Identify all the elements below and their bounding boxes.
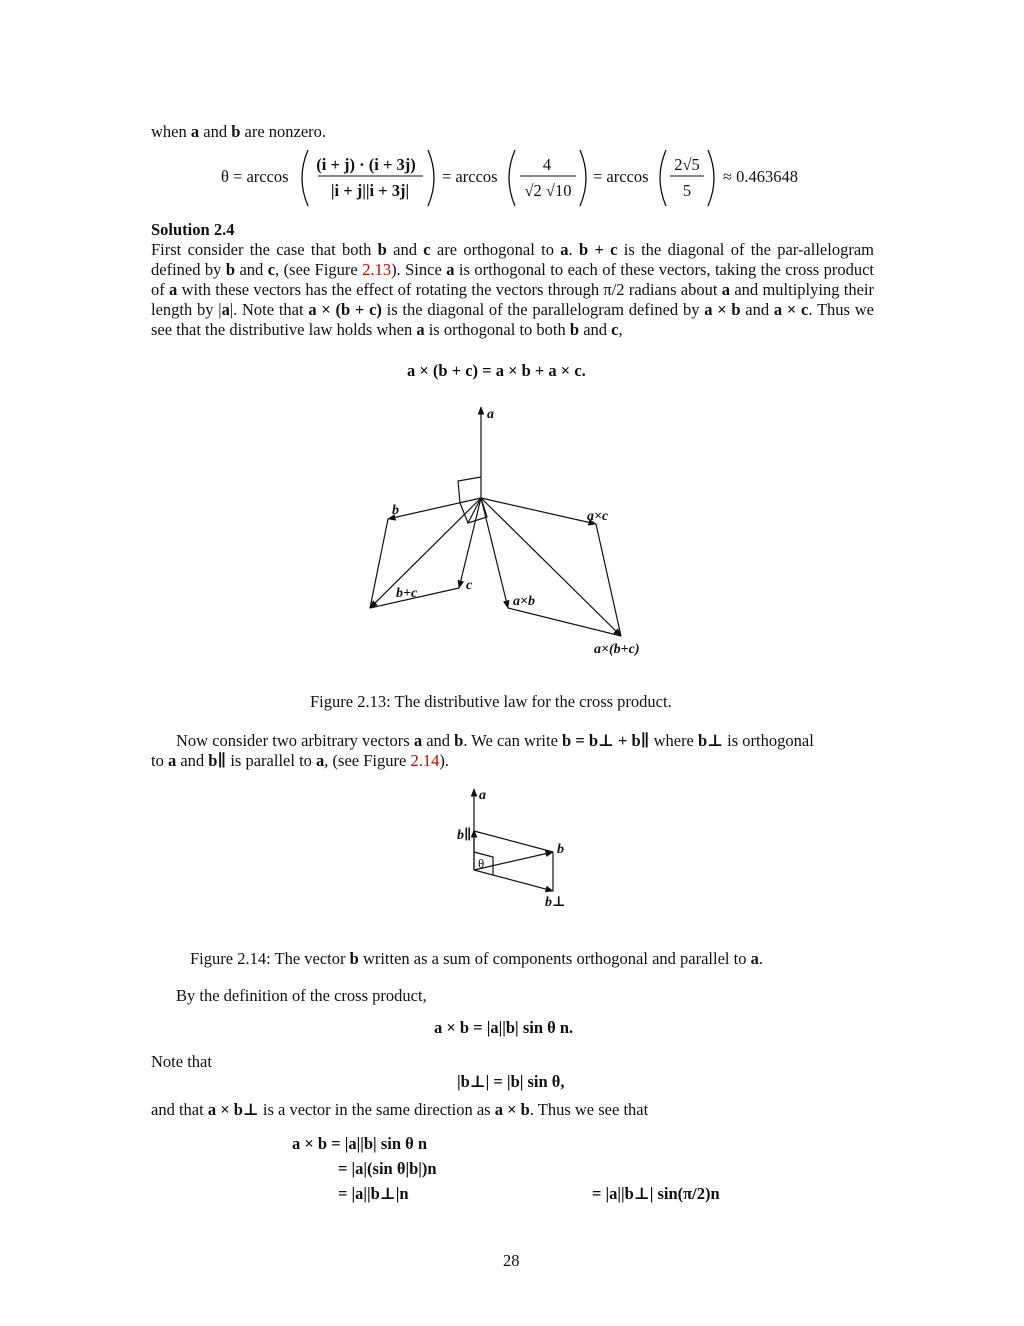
eq-num3: 2√5 xyxy=(674,155,700,174)
and-that-line: and that a × b⊥ is a vector in the same direction as a × b. Thus we see that xyxy=(151,1100,649,1119)
label-a: a xyxy=(487,407,494,422)
theta-equation xyxy=(0,148,1024,208)
definition-line: By the definition of the cross product, xyxy=(176,986,427,1005)
derivation-line-3-right: = |a||b⊥| sin(π/2)n xyxy=(592,1184,720,1203)
bperp-equation: |b⊥| = |b| sin θ, xyxy=(457,1072,565,1091)
figure-ref-2-13[interactable]: 2.13 xyxy=(362,260,392,279)
label-b-par: b∥ xyxy=(457,828,472,843)
vector-b xyxy=(388,498,481,519)
label-a-cross-c: a×c xyxy=(587,509,609,524)
label-theta: θ xyxy=(478,856,485,871)
solution-heading: Solution 2.4 xyxy=(151,220,235,239)
label-b-2: b xyxy=(557,842,564,857)
derivation-line-3: = |a||b⊥|n xyxy=(338,1184,409,1203)
figure-ref-2-14[interactable]: 2.14 xyxy=(410,751,440,770)
eq-den3: 5 xyxy=(682,181,692,200)
distributive-equation: a × (b + c) = a × b + a × c. xyxy=(407,361,586,380)
parallelogram-axb-side xyxy=(508,608,621,636)
label-c: c xyxy=(466,578,473,593)
eq-num1: (i + j) · (i + 3j) xyxy=(316,155,416,174)
label-b: b xyxy=(392,503,399,518)
vector-b-perp xyxy=(474,870,553,891)
derivation-line-2: = |a|(sin θ|b|)n xyxy=(338,1159,437,1178)
vector-a-cross-b xyxy=(481,498,508,608)
page-number: 28 xyxy=(503,1251,520,1270)
derivation-line-1: a × b = |a||b| sin θ n xyxy=(292,1134,428,1153)
figure-2-13-caption: Figure 2.13: The distributive law for the cross product. xyxy=(310,692,672,711)
paragraph-2-line-1: Now consider two arbitrary vectors a and b. We can write b = b⊥ + b∥ where b⊥ is orthogonal xyxy=(176,731,814,750)
eq-den2: √2 √10 xyxy=(524,181,572,200)
label-b-perp: b⊥ xyxy=(545,895,566,910)
eq-lhs: θ = arccos xyxy=(221,167,289,186)
eq-num2: 4 xyxy=(542,155,552,174)
vector-b-plus-c xyxy=(370,498,481,608)
label-a-2: a xyxy=(479,788,486,803)
figure-2-14-caption: Figure 2.14: The vector b written as a sum of components orthogonal and parallel to a. xyxy=(190,949,763,968)
intro-line: when a and b are nonzero. xyxy=(151,122,327,141)
parallelogram-axc-side xyxy=(596,524,621,636)
eq-result: ≈ 0.463648 xyxy=(723,167,799,186)
vector-a-cross-c xyxy=(481,498,596,524)
figure-2-14 xyxy=(0,785,1024,915)
note-that: Note that xyxy=(151,1052,212,1071)
eq-arccos3: = arccos xyxy=(593,167,649,186)
parallelogram-b-side xyxy=(370,519,388,608)
eq-den1: |i + j||i + 3j| xyxy=(330,181,410,200)
solution-paragraph: First consider the case that both b and c are orthogonal to a. b + c is the diagonal of the par-allelogram defined by b and c, (see Figure 2.13). Since a is orthogonal to each of these vectors, taking the cross product of a with these vectors has the effect of rotating the vectors through π/2 radians about a and multiplying their length by |a|. Note that a × (b + c) is the diagonal of the parallelogram defined by a × b and a × c. Thus we see that the distributive law holds when a is orthogonal to both b and c, xyxy=(151,240,875,339)
label-b-plus-c: b+c xyxy=(396,586,418,601)
projection-par-line xyxy=(474,831,553,852)
paragraph-2-line-2: to a and b∥ is parallel to a, (see Figure 2.14). xyxy=(151,751,449,770)
figure-2-13 xyxy=(0,395,1024,675)
vector-c xyxy=(459,498,481,588)
eq-arccos2: = arccos xyxy=(442,167,498,186)
cross-definition-equation: a × b = |a||b| sin θ n. xyxy=(434,1018,574,1037)
label-a-cross-b-plus-c: a×(b+c) xyxy=(594,642,640,657)
label-a-cross-b: a×b xyxy=(513,594,535,609)
